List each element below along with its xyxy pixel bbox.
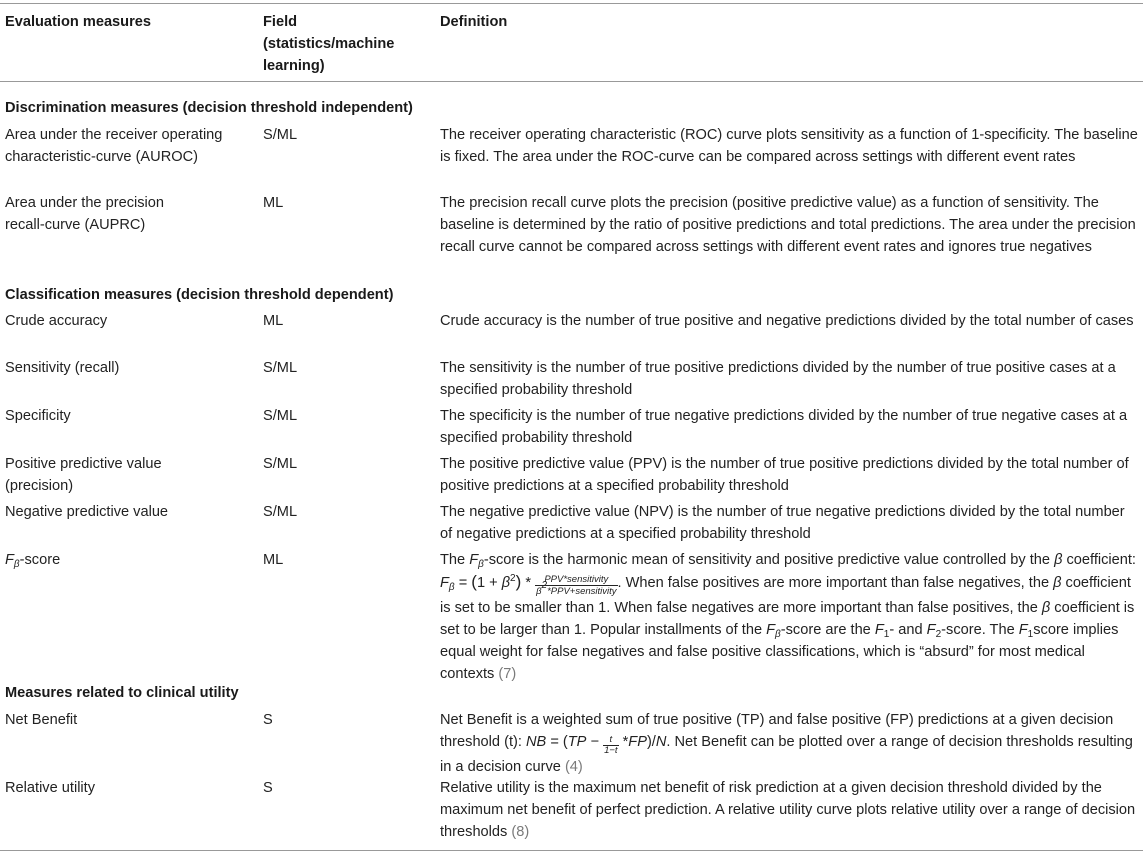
definition-relative-utility: Relative utility is the maximum net benefit of risk prediction at a given decision threshold divided by the maximum net benefit of perfect prediction. A relative utility curve plots relative utility over a range of decision thresholds (8) bbox=[440, 780, 1136, 840]
field-relative-utility: S bbox=[263, 780, 273, 796]
header-evaluation-measures: Evaluation measures bbox=[5, 14, 152, 30]
measure-auroc: Area under the receiver operating characteristic-curve (AUROC) bbox=[5, 127, 223, 165]
definition-npv: The negative predictive value (NPV) is the number of true negative predictions divided by the total number of negative predictions at a specified probability threshold bbox=[440, 504, 1125, 542]
field-auroc: S/ML bbox=[263, 127, 298, 143]
field-fbeta: ML bbox=[263, 552, 284, 568]
measure-ppv: Positive predictive value (precision) bbox=[5, 456, 162, 494]
definition-net-benefit: Net Benefit is a weighted sum of true positive (TP) and false positive (FP) predictions at a given decision threshold (t): NB = (TP − $\frac{t}{1-t}$ *FP)/N. Net Benefit can be plotted over a range of decision thresholds resulting in a decision curve (4) bbox=[440, 712, 1133, 775]
field-crude-accuracy: ML bbox=[263, 313, 284, 329]
table-top-rule bbox=[0, 3, 1143, 4]
measure-relative-utility: Relative utility bbox=[5, 780, 96, 796]
measure-auprc: Area under the precision recall-curve (AUPRC) bbox=[5, 195, 165, 233]
measure-fbeta: $F_\beta$-score bbox=[5, 552, 61, 570]
field-npv: S/ML bbox=[263, 504, 298, 520]
field-auprc: ML bbox=[263, 195, 284, 211]
field-specificity: S/ML bbox=[263, 408, 298, 424]
measure-npv: Negative predictive value bbox=[5, 504, 169, 520]
definition-auroc: The receiver operating characteristic (ROC) curve plots sensitivity as a function of 1-specificity. The baseline is fixed. The area under the ROC-curve can be compared across settings with different event rates bbox=[440, 127, 1138, 165]
header-rule bbox=[0, 81, 1143, 82]
definition-auprc: The precision recall curve plots the precision (positive predictive value) as a function of sensitivity. The baseline is determined by the ratio of positive predictions and total predictions. The area under the precision recall curve cannot be compared across settings with different event rates and ignores true negatives bbox=[440, 195, 1136, 255]
header-field: Field (statistics/machine learning) bbox=[263, 14, 395, 74]
field-net-benefit: S bbox=[263, 712, 273, 728]
section-title-classification: Classification measures (decision threshold dependent) bbox=[5, 287, 394, 303]
measure-crude-accuracy: Crude accuracy bbox=[5, 313, 108, 329]
header-definition: Definition bbox=[440, 14, 508, 30]
definition-specificity: The specificity is the number of true negative predictions divided by the number of true negative cases at a specified probability threshold bbox=[440, 408, 1128, 446]
definition-fbeta: The $F_\beta$-score is the harmonic mean of sensitivity and positive predictive value controlled by the β coefficient: $F_\beta = (1 + \beta^2)$ * $\frac{\text{PPV*sensitivity}}{\beta^2*PPV+sensitivity}$ . When false positives are more important than false negatives, the β coefficient is set to be smaller than 1. When false negatives are more important than false positives, the β coefficient is set to be larger than 1. Popular installments of the $F_\beta$-score are the $F_1-$ and $F_2$-score. The $F_1score$ implies equal weight for false negatives and false positive classifications, which is “absurd” for most medical contexts (7) bbox=[440, 552, 1136, 682]
measure-sensitivity: Sensitivity (recall) bbox=[5, 360, 120, 376]
field-ppv: S/ML bbox=[263, 456, 298, 472]
table-bottom-rule bbox=[0, 850, 1143, 851]
measure-net-benefit: Net Benefit bbox=[5, 712, 78, 728]
section-title-discrimination: Discrimination measures (decision threshold independent) bbox=[5, 100, 413, 116]
field-sensitivity: S/ML bbox=[263, 360, 298, 376]
section-title-clinical-utility: Measures related to clinical utility bbox=[5, 685, 239, 701]
definition-sensitivity: The sensitivity is the number of true positive predictions divided by the number of true positive cases at a specified probability threshold bbox=[440, 360, 1116, 398]
definition-crude-accuracy: Crude accuracy is the number of true positive and negative predictions divided by the total number of cases bbox=[440, 313, 1134, 329]
measure-specificity: Specificity bbox=[5, 408, 71, 424]
definition-ppv: The positive predictive value (PPV) is the number of true positive predictions divided by the total number of positive predictions at a specified probability threshold bbox=[440, 456, 1129, 494]
